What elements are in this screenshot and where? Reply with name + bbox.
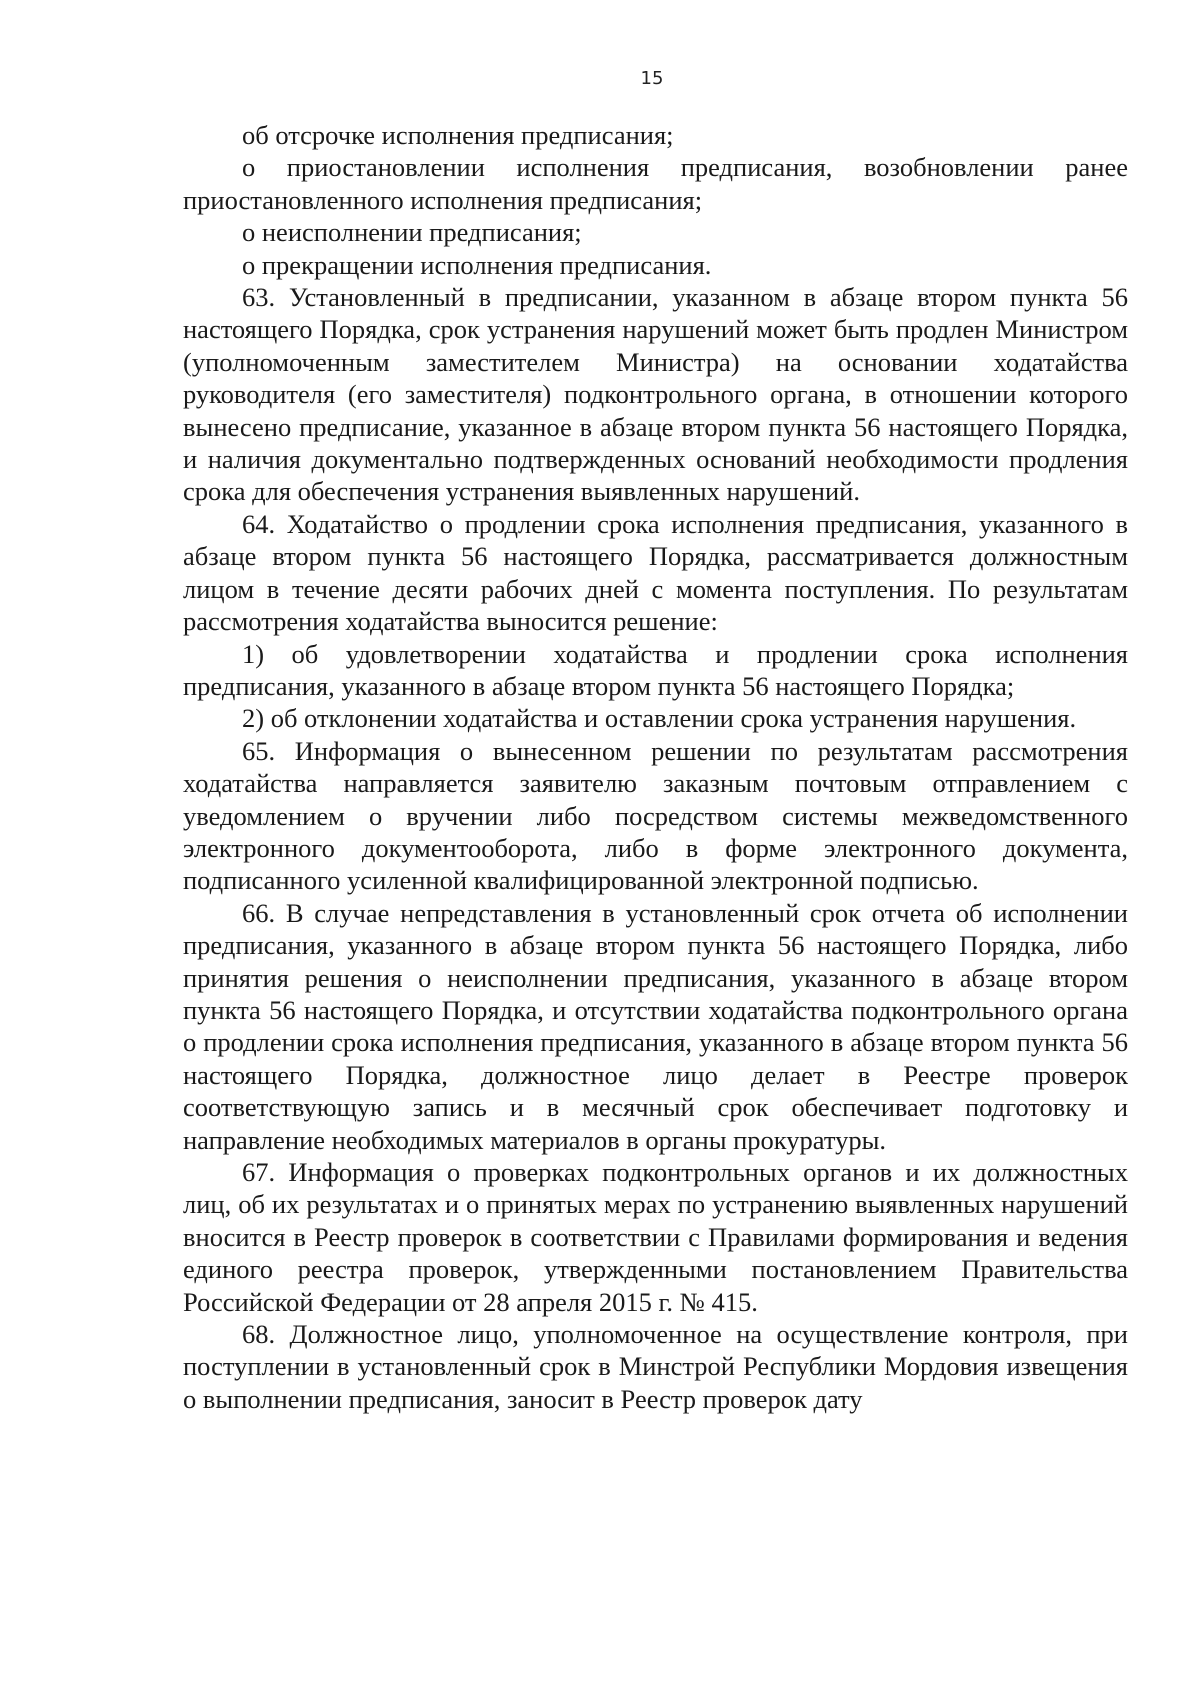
paragraph-68: 68. Должностное лицо, уполномоченное на осуществление контроля, при поступлении в установленный срок в Минстрой Республики Мордовия извещения о выполнении предписания, заносит в Реестр проверок дату: [183, 1319, 1128, 1414]
paragraph-66: 66. В случае непредставления в установленный срок отчета об исполнении предписания, указанного в абзаце втором пункта 56 настоящего Порядка, либо принятия решения о неисполнении предписания, указанного в абзаце втором пункта 56 настоящего Порядка, и отсутствии ходатайства подконтрольного органа о продлении срока исполнения предписания, указанного в абзаце втором пункта 56 настоящего Порядка, должностное лицо делает в Реестре проверок соответствующую запись и в месячный срок обеспечивает подготовку и направление необходимых материалов в органы прокуратуры.: [183, 897, 1128, 1155]
paragraph-non-execution: о неисполнении предписания;: [242, 217, 582, 248]
page-number: 15: [640, 68, 664, 89]
paragraph-64-item-1: 1) об удовлетворении ходатайства и продлении срока исполнения предписания, указанного в абзаце втором пункта 56 настоящего Порядка;: [183, 638, 1128, 701]
paragraph-64-item-2: 2) об отклонении ходатайства и оставлении срока устранения нарушения.: [242, 703, 1077, 734]
paragraph-67: 67. Информация о проверках подконтрольных органов и их должностных лиц, об их результатах и о принятых мерах по устранению выявленных нарушений вносится в Реестр проверок в соответствии с Правилами формирования и ведения единого реестра проверок, утвержденными постановлением Правительства Российской Федерации от 28 апреля 2015 г. № 415.: [183, 1157, 1128, 1317]
paragraph-64: 64. Ходатайство о продлении срока исполнения предписания, указанного в абзаце втором пункта 56 настоящего Порядка, рассматривается должностным лицом в течение десяти рабочих дней с момента поступления. По результатам рассмотрения ходатайства выносится решение:: [183, 508, 1128, 637]
document-body: [183, 119, 1128, 1415]
paragraph-63: 63. Установленный в предписании, указанном в абзаце втором пункта 56 настоящего Порядка, срок устранения нарушений может быть продлен Министром (уполномоченным заместителем Министра) на основании ходатайства руководителя (его заместителя) подконтрольного органа, в отношении которого вынесено предписание, указанное в абзаце втором пункта 56 настоящего Порядка, и наличия документально подтвержденных оснований необходимости продления срока для обеспечения устранения выявленных нарушений.: [183, 282, 1128, 507]
paragraph-termination: о прекращении исполнения предписания.: [242, 249, 712, 280]
paragraph-65: 65. Информация о вынесенном решении по результатам рассмотрения ходатайства направляется заявителю заказным почтовым отправлением с уведомлением о вручении либо посредством системы межведомственного электронного документооборота, либо в форме электронного документа, подписанного усиленной квалифицированной электронной подписью.: [183, 735, 1128, 896]
paragraph-deferral: об отсрочке исполнения предписания;: [242, 120, 674, 150]
paragraph-suspension: о приостановлении исполнения предписания, возобновлении ранее приостановленного исполнения предписания;: [183, 152, 1128, 215]
